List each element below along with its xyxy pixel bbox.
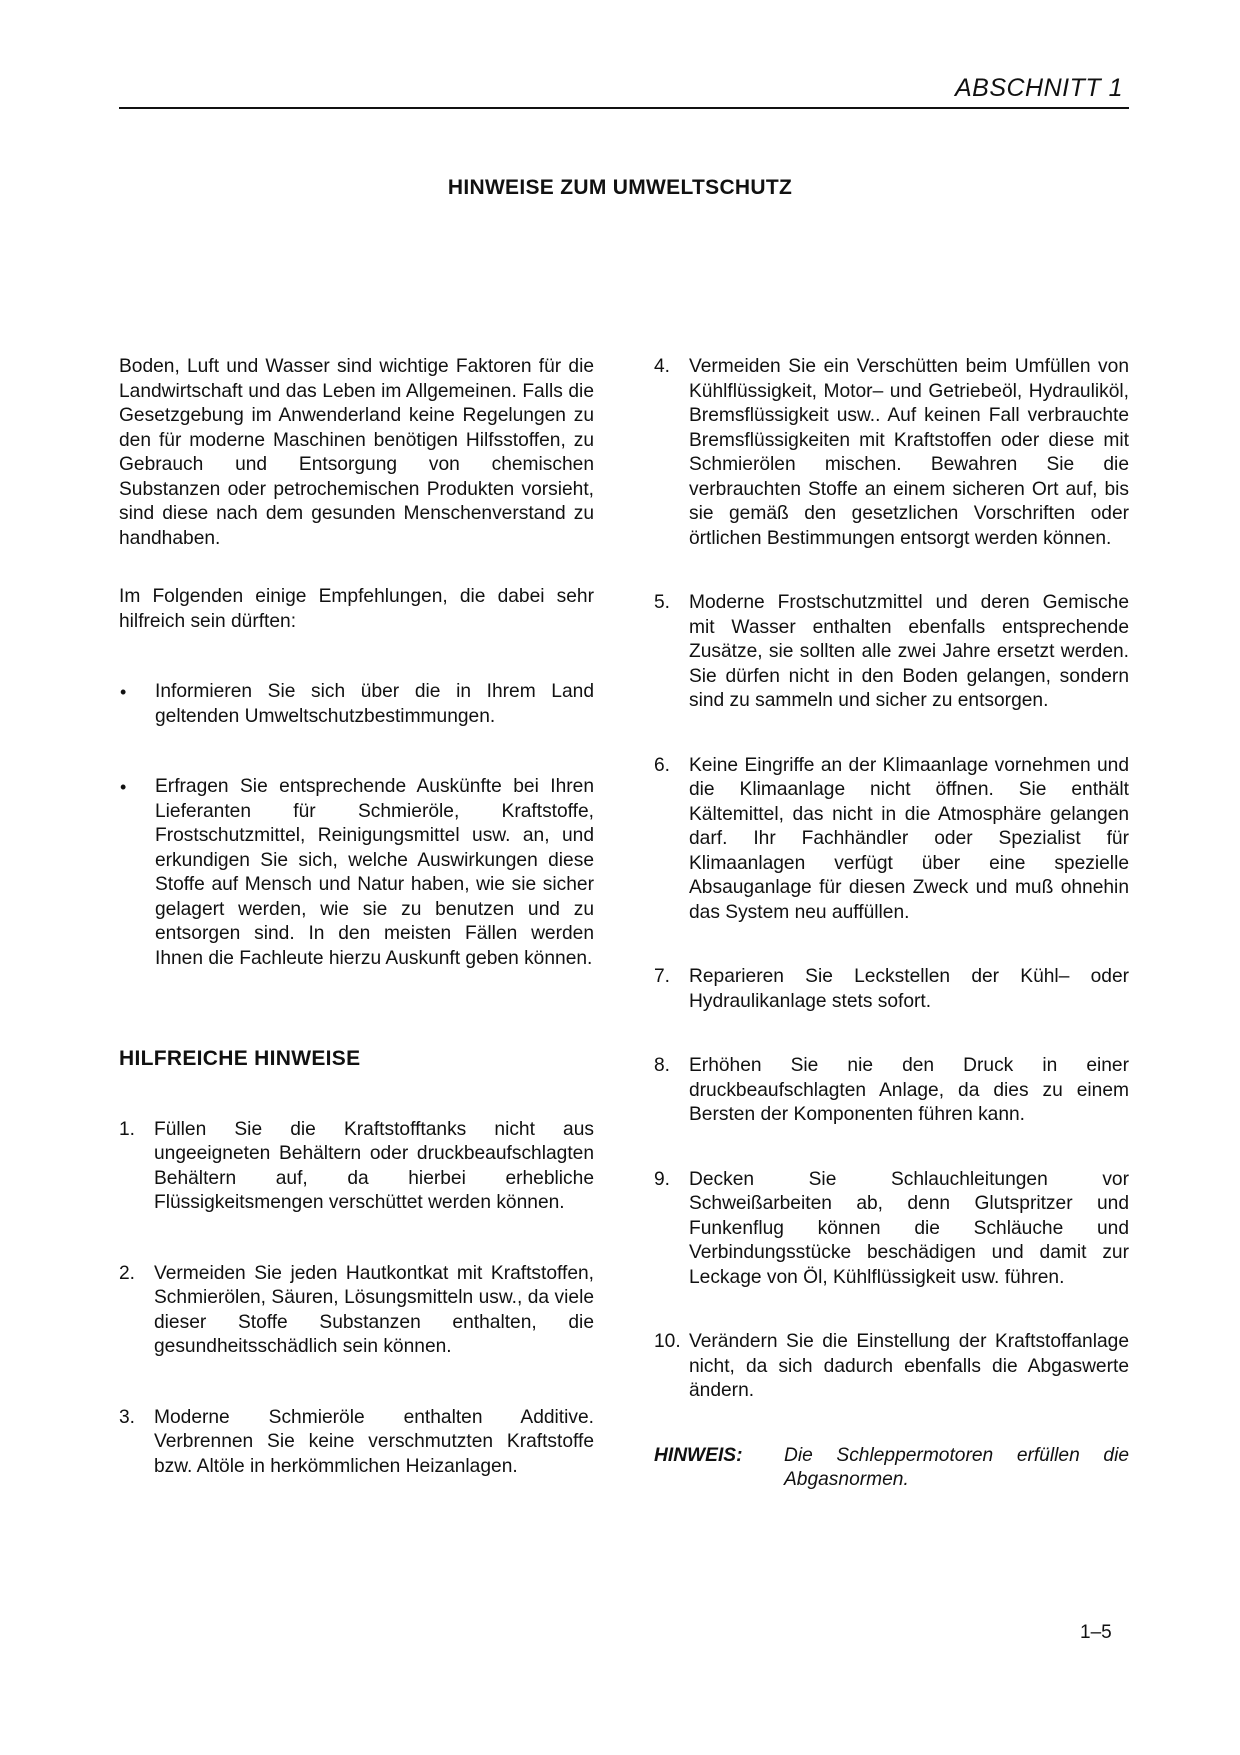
list-item [654,1168,1129,1291]
bullet-icon: • [120,777,127,797]
list-item [654,754,1129,926]
list-item [654,1330,1129,1404]
list-text: Reparieren Sie Leckstellen der Kühl– oder Hydraulikanlage stets sofort. [689,966,1129,1012]
bullet-item [119,775,594,971]
section-header: ABSCHNITT 1 [954,74,1123,102]
page-number: 1–5 [1080,1622,1112,1643]
header-rule [119,107,1129,109]
list-text: Decken Sie Schlauchleitungen vor Schweißarbeiten ab, denn Glutspritzer und Funkenflug können die Schläuche und Verbindungsstücke beschädigen und damit zur Leckage von Öl, Kühlflüssigkeit usw. führen. [689,1168,1129,1288]
list-number: 10. [654,1331,681,1352]
list-number: 4. [654,356,671,377]
left-column [119,355,594,1479]
list-number: 7. [654,966,671,987]
list-item [654,355,1129,551]
list-text: Vermeiden Sie jeden Hautkontkat mit Kraftstoffen, Schmierölen, Säuren, Lösungsmitteln usw., da viele dieser Stoffe Substanzen enthalten, die gesundheitsschädlich sein können. [154,1262,594,1357]
bullet-text: Informieren Sie sich über die in Ihrem Land geltenden Umweltschutzbestimmungen. [155,681,594,727]
list-text: Moderne Schmieröle enthalten Additive. Verbrennen Sie keine verschmutzten Kraftstoffe bzw. Altöle in herkömmlichen Heizanlagen. [154,1406,594,1477]
list-text: Füllen Sie die Kraftstofftanks nicht aus ungeeigneten Behältern oder druckbeaufschlagten Behältern auf, da hierbei erhebliche Flüssigkeitsmengen verschüttet werden können. [154,1118,594,1213]
list-item [119,1118,594,1216]
tips-heading: HILFREICHE HINWEISE [119,1047,361,1070]
list-number: 3. [119,1406,136,1428]
intro-paragraph: Boden, Luft und Wasser sind wichtige Faktoren für die Landwirtschaft und das Leben im Allgemeinen. Falls die Gesetzgebung im Anwenderland keine Regelungen zu den für moderne Maschinen benötigen Hilfsstoffen, zu Gebrauch und Entsorgung von chemischen Substanzen oder petrochemischen Produkten vorsieht, sind diese nach dem gesunden Menschenverstand zu handhaben. [119,356,594,549]
right-column [654,355,1129,1493]
list-item [119,1406,594,1480]
list-text: Vermeiden Sie ein Verschütten beim Umfüllen von Kühlflüssigkeit, Motor– und Getriebeöl, Hydrauliköl, Bremsflüssigkeit usw.. Auf keinen Fall verbrauchte Bremsflüssigkeiten mit Kraftstoffen oder diese mit Schmierölen mischen. Bewahren Sie die verbrauchten Stoffe an einem sicheren Ort auf, bis sie gemäß den gesetzlichen Vorschriften oder örtlichen Bestimmungen entsorgt werden können. [689,356,1129,549]
list-number: 6. [654,754,671,776]
intro-paragraph: Im Folgenden einige Empfehlungen, die dabei sehr hilfreich sein dürften: [119,586,594,632]
list-number: 1. [119,1118,136,1140]
list-number: 2. [119,1262,136,1284]
note-text: Die Schleppermotoren erfüllen die Abgasnormen. [784,1444,1129,1490]
bullet-text: Erfragen Sie entsprechende Auskünfte bei Ihren Lieferanten für Schmieröle, Kraftstoffe, Frostschutzmittel, Reinigungsmittel usw. an, und erkundigen Sie sich, welche Auswirkungen diese Stoffe auf Mensch und Natur haben, wie sie sicher gelagert werden, wie sie zu benutzen und zu entsorgen sind. In den meisten Fällen werden Ihnen die Fachleute hierzu Auskunft geben können. [155,776,594,969]
list-number: 5. [654,592,671,613]
list-text: Moderne Frostschutzmittel und deren Gemische mit Wasser enthalten ebenfalls entsprechende Zusätze, sie sollten alle zwei Jahre ersetzt werden. Sie dürfen nicht in den Boden gelangen, sondern sind zu sammeln und sicher zu entsorgen. [689,592,1129,711]
list-number: 8. [654,1055,671,1076]
page-title: HINWEISE ZUM UMWELTSCHUTZ [447,176,793,199]
note [654,1444,1129,1493]
list-number: 9. [654,1168,671,1190]
list-text: Verändern Sie die Einstellung der Kraftstoffanlage nicht, da sich dadurch ebenfalls die Abgaswerte ändern. [689,1331,1129,1401]
list-text: Erhöhen Sie nie den Druck in einer druckbeaufschlagten Anlage, da dies zu einem Bersten der Komponenten führen kann. [689,1055,1129,1125]
bullet-item [119,680,594,729]
list-item [654,1054,1129,1128]
list-item [654,591,1129,714]
list-item [119,1262,594,1360]
note-label: HINWEIS: [654,1444,743,1466]
list-text: Keine Eingriffe an der Klimaanlage vornehmen und die Klimaanlage nicht öffnen. Sie enthält Kältemittel, das nicht in die Atmosphäre gelangen darf. Ihr Fachhändler oder Spezialist für Klimaanlagen verfügt über eine spezielle Absauganlage für diesen Zweck und muß ohnehin das System neu auffüllen. [689,754,1129,923]
bullet-icon: • [120,682,127,702]
list-item [654,965,1129,1014]
